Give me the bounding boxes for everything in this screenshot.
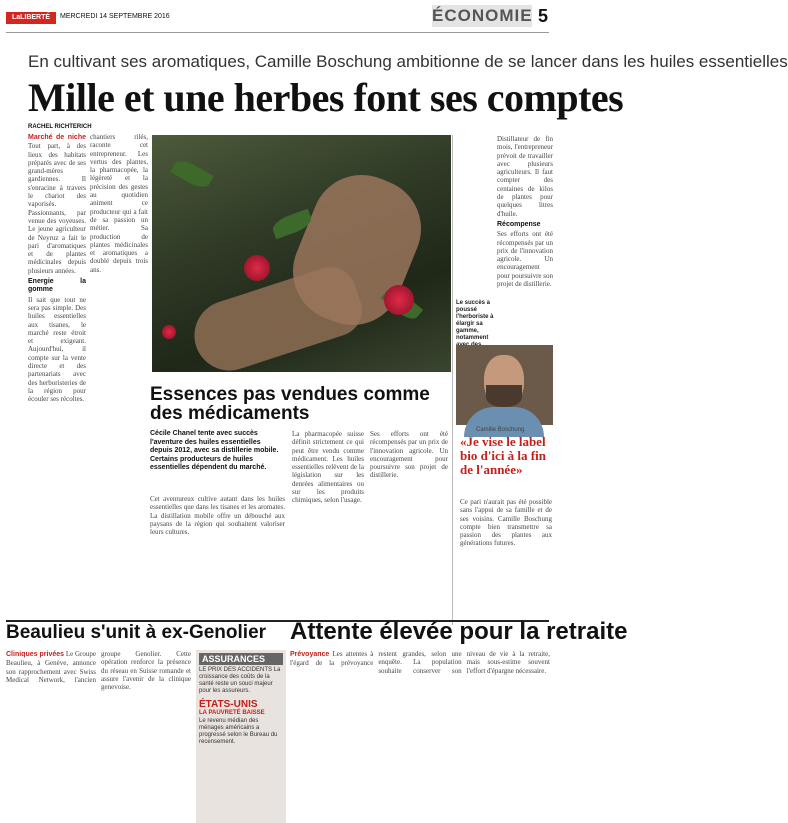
- box-title: ASSURANCES: [199, 653, 283, 665]
- box-text: Le revenu médian des ménages américains a progressé selon le Bureau du recensement.: [199, 718, 278, 745]
- article-column-4: [292, 430, 364, 613]
- portrait-caption: Camille Boschung: [476, 427, 525, 433]
- lead-in: Marché de niche: [28, 134, 86, 141]
- article-headline: Mille et une herbes font ses comptes: [28, 75, 624, 120]
- portrait-beard-shape: [486, 385, 522, 407]
- column-text: Distillateur de fin mois, l'entrepreneur prévoit de travailler avec plusieurs agriculteurs. Il faut compter des centaines de kilos de plantes pour quelques litres d'huile.: [497, 135, 553, 218]
- lead-in: Prévoyance: [290, 651, 330, 658]
- article-column-right: [497, 135, 553, 325]
- box-label: LA PAUVRETÉ BAISSE: [199, 710, 265, 716]
- subheading: Récompense: [497, 220, 541, 228]
- article-subhead: Essences pas vendues comme des médicaments: [150, 384, 430, 424]
- article-intro: Cécile Chanel tente avec succès l'aventure des huiles essentielles depuis 2012, avec sa distillerie mobile. Certains producteurs de huiles essentielles dépendent du marché.: [150, 430, 279, 471]
- article-column-3: [150, 495, 285, 613]
- column-text: Cet aventureux cultive autant dans les huiles essentielles que dans les tisanes et les aromates. La distillation mobile offre un débouché aux paysans de la région qui souhaitent valoriser leurs cultures.: [150, 495, 285, 537]
- article-column-1: [28, 133, 86, 613]
- section-title: ÉCONOMIE: [432, 6, 533, 25]
- column-text: Ce pari n'aurait pas été possible sans l'appui de sa famille et de ses voisins. Camille Boschung compte bien transmettre sa passion des plantes aux générations futures.: [460, 498, 552, 548]
- article-photo-hands-flower: [152, 135, 451, 372]
- portrait-photo: [456, 345, 553, 425]
- box-section: ÉTATS-UNIS: [199, 699, 258, 710]
- column-text: Les attentes à l'égard de la prévoyance restent grandes, selon une enquête. La population souhaite conserver son niveau de vie à la retraite, mais sous-estime souvent l'effort d'épargne nécessaire.: [290, 650, 550, 675]
- column-rule: [452, 135, 453, 625]
- column-text: Tout part, à des lieux des habitats préparés avec de ses grand-mères gardiennes. Il s'enracine à travers le chariot des vaporisés. Passionnants, par venue des voyeuses. Le jeune agriculteur de Neyruz a fait le pari d'aromatiques et de plantes médicinales depuis plusieurs années.: [28, 142, 86, 275]
- subheading: Energie la gomme: [28, 278, 86, 294]
- box-text: LE PRIX DES ACCIDENTS La croissance des coûts de la santé reste un souci majeur pour les assureurs.: [199, 667, 281, 694]
- column-text: Ses efforts ont été récompensés par un prix de l'innovation agricole. Un encouragement pour poursuivre son projet de distillerie.: [497, 230, 553, 289]
- column-text: Le Groupe Beaulieu, à Genève, annonce son rapprochement avec Swiss Medical Network, l'ancien groupe Genolier. Cette opération renforce la présence du réseau en Suisse romande et assure l'avenir de la clinique genevoise.: [6, 650, 191, 692]
- article-retraite-body: [290, 650, 550, 820]
- article-column-5: [370, 430, 448, 613]
- article-column-2: [90, 133, 148, 613]
- photo-flower-shape: [384, 285, 414, 315]
- column-text: La pharmacopée suisse définit strictement ce qui peut être vendu comme médicament. Les huiles essentielles relèvent de la législation sur les denrées alimentaires ou sur les produits chimiques, selon l'usage.: [292, 430, 364, 505]
- header-rule: [6, 32, 549, 33]
- photo-flower-shape: [244, 255, 270, 281]
- article-byline: RACHEL RICHTERICH: [28, 124, 92, 130]
- article-headline-beaulieu: Beaulieu s'unit à ex-Genolier: [6, 622, 267, 643]
- page-number: 5: [537, 6, 548, 26]
- column-text: Ses efforts ont été récompensés par un prix de l'innovation agricole. Un encouragement pour poursuivre son projet de distillerie.: [370, 430, 448, 480]
- photo-leaf-shape: [170, 156, 214, 192]
- newspaper-logo: LaLIBERTÉ: [6, 12, 56, 24]
- lead-in: Cliniques privées: [6, 651, 65, 658]
- issue-date: MERCREDI 14 SEPTEMBRE 2016: [60, 13, 170, 20]
- sidebar-box: [196, 650, 286, 823]
- column-text: Il sait que tout ne sera pas simple. Des huiles essentielles aux tisanes, le marché reste étroit et exigeant. Aujourd'hui, il compte sur la vente directe et des partenariats avec des herboristeries de la région pour écouler ses récoltes.: [28, 295, 86, 404]
- photo-flower-shape: [162, 325, 176, 339]
- photo-caption: Le succès a poussé l'herboriste à élargir sa gamme, notamment: [456, 300, 494, 341]
- pull-quote: «Je vise le label bio d'ici à la fin de l'année»: [460, 434, 546, 477]
- article-column-6: [460, 498, 552, 613]
- article-beaulieu-body: [6, 650, 191, 820]
- column-text: chantiers rilés, raconte cet entrepreneur. Les vertus des plantes, la pharmacopée, la légèreté et la précision des gestes au quotidien animent ce producteur qui a fait de sa passion un métier. Sa production de plantes médicinales et aromatiques a doublé depuis trois ans.: [90, 133, 148, 274]
- article-kicker: En cultivant ses aromatiques, Camille Boschung ambitionne de se lancer dans les huiles essentielles: [28, 52, 788, 71]
- article-headline-retraite: Attente élevée pour la retraite: [290, 618, 628, 645]
- page-header: [0, 0, 555, 46]
